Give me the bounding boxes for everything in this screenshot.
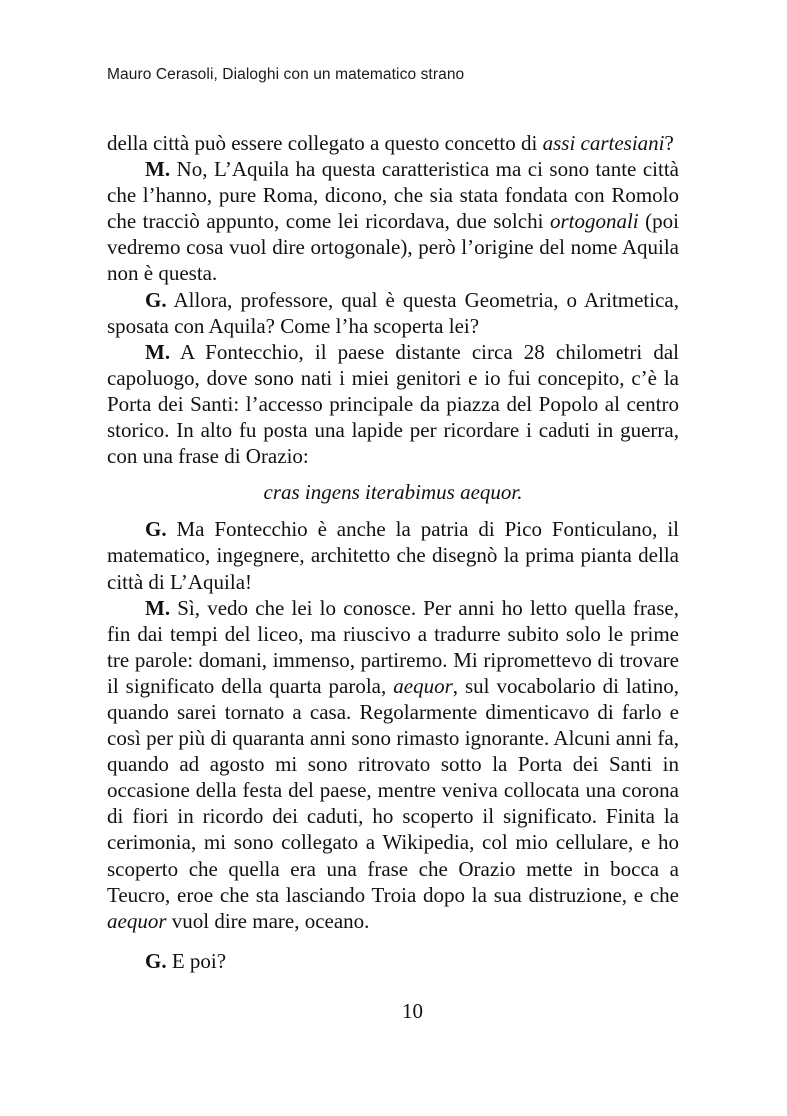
text: Allora, professore, qual è questa Geometria, o Aritmetica, sposata con Aquila? Come l’ha scoperta lei? xyxy=(107,287,679,338)
text: ? xyxy=(664,131,674,155)
text: No, L’Aquila ha questa caratteristica ma ci sono tante città che l’hanno, pure Roma, dicono, che sia stata fondata con Romolo che tracciò appunto, come lei ricordava, due solchi xyxy=(107,157,679,234)
emphasis: ortogonali xyxy=(549,209,639,234)
speaker-label: G. xyxy=(145,948,167,973)
page-body xyxy=(107,130,679,974)
emphasis: assi cartesiani xyxy=(542,131,665,155)
speaker-label: M. xyxy=(145,157,171,182)
text: vuol dire mare, oceano. xyxy=(166,908,370,933)
latin-quote: cras ingens iterabimus aequor. xyxy=(263,480,523,505)
text: E poi? xyxy=(166,948,227,973)
emphasis: aequor xyxy=(107,908,167,933)
paragraph xyxy=(107,130,679,156)
speaker-label: M. xyxy=(145,339,171,364)
speaker-label: G. xyxy=(145,517,167,542)
speaker-label: M. xyxy=(145,595,171,620)
text: della città può essere collegato a questo concetto di xyxy=(107,131,543,155)
paragraph xyxy=(107,948,679,974)
paragraph xyxy=(107,287,679,339)
paragraph xyxy=(107,595,679,934)
text: (poi vedremo cosa vuol dire ortogonale), però l’origine del nome Aquila non è questa. xyxy=(107,209,680,286)
text: Ma Fontecchio è anche la patria di Pico Fonticulano, il matematico, ingegnere, architetto che disegnò la prima pianta della città di L’Aquila! xyxy=(107,517,679,594)
emphasis: aequor xyxy=(393,673,453,698)
text: Sì, vedo che lei lo conosce. Per anni ho letto quella frase, fin dai tempi del liceo, ma riuscivo a tradurre subito solo le prime tre parole: domani, immenso, partiremo. Mi ripromettevo di trovare il significato della quarta parola, xyxy=(107,595,679,698)
running-head: Mauro Cerasoli, Dialoghi con un matematico strano xyxy=(107,66,465,83)
paragraph xyxy=(107,516,679,594)
paragraph xyxy=(107,339,679,469)
text: A Fontecchio, il paese distante circa 28 chilometri dal capoluogo, dove sono nati i miei genitori e io fui concepito, c’è la Porta dei Santi: l’accesso principale da piazza del Popolo al centro storico. In alto fu posta una lapide per ricordare i caduti in guerra, con una frase di Orazio: xyxy=(107,339,679,469)
text: , sul vocabolario di latino, quando sarei tornato a casa. Regolarmente dimenticavo di farlo e così per più di quaranta anni sono rimasto ignorante. Alcuni anni fa, quando ad agosto mi sono ritrovato sotto la Porta dei Santi in occasione della festa del paese, mentre veniva collocata una corona di fiori in ricordo dei caduti, ho scoperto il significato. Finita la cerimonia, mi sono collegato a Wikipedia, col mio cellulare, e ho scoperto che quella era una frase che Orazio mette in bocca a Teucro, eroe che sta lasciando Troia dopo la sua distruzione, e che xyxy=(107,673,679,907)
paragraph xyxy=(107,156,679,286)
page-number: 10 xyxy=(402,999,423,1023)
speaker-label: G. xyxy=(145,287,167,312)
